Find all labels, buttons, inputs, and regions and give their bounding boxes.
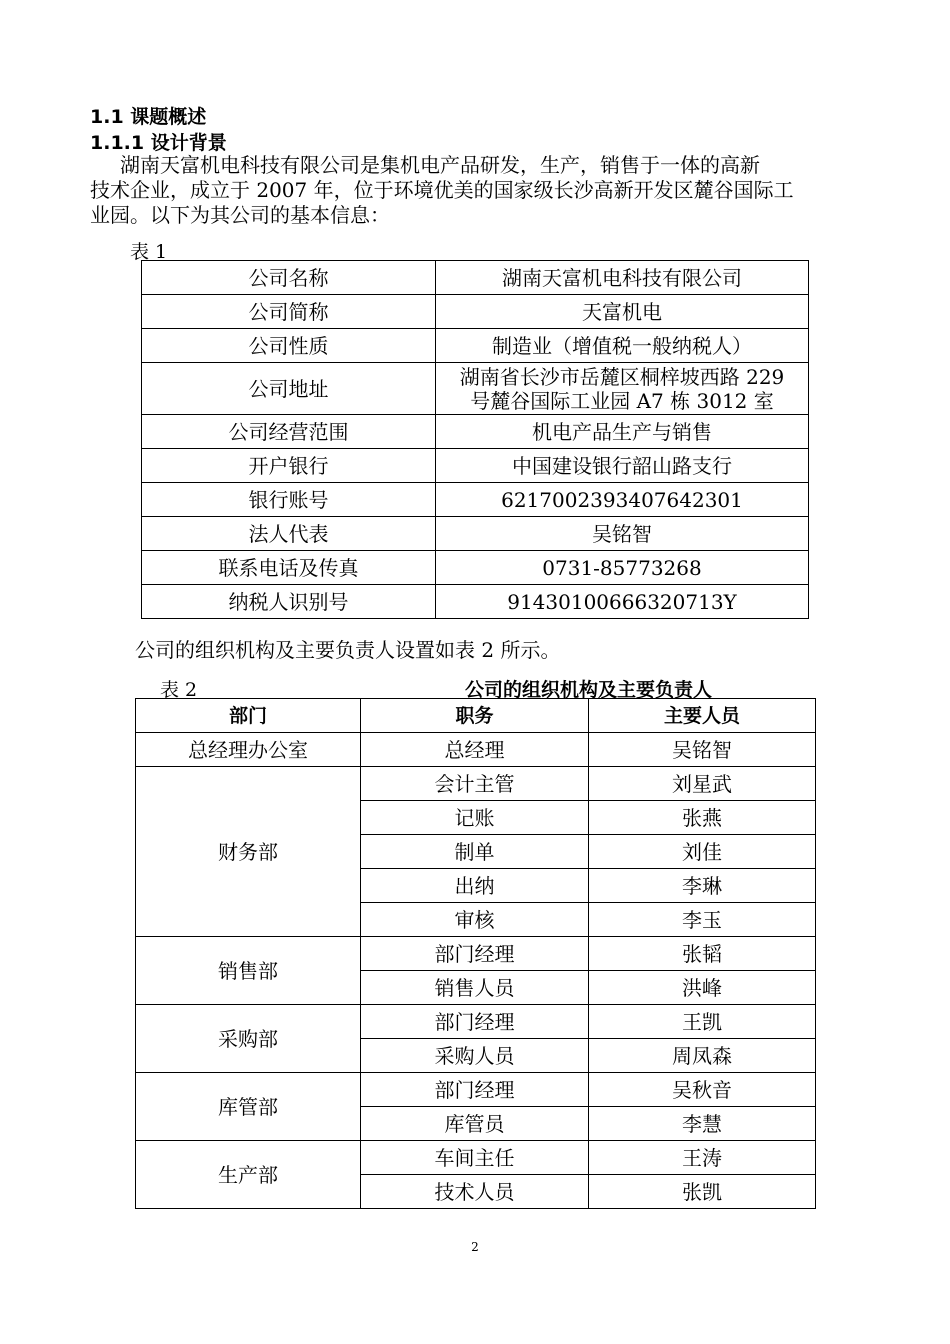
staff-cell: 王涛 — [589, 1141, 816, 1175]
position-cell: 审核 — [361, 903, 589, 937]
table-row — [136, 767, 816, 801]
table-row — [142, 415, 809, 449]
address-line: 湖南省长沙市岳麓区桐梓坡西路 229 — [459, 364, 785, 389]
staff-cell: 刘佳 — [589, 835, 816, 869]
subsection-heading: 1.1.1 设计背景 — [90, 132, 227, 154]
position-cell: 部门经理 — [361, 937, 589, 971]
table1-caption: 表 1 — [130, 241, 168, 263]
table-row — [142, 585, 809, 619]
field-value: 制造业（增值税一般纳税人） — [436, 329, 809, 363]
field-value: 91430100666320713Y — [436, 585, 809, 619]
field-label: 公司性质 — [142, 329, 436, 363]
staff-cell: 吴铭智 — [589, 733, 816, 767]
staff-cell: 王凯 — [589, 1005, 816, 1039]
column-header-position: 职务 — [361, 699, 589, 733]
staff-cell: 吴秋音 — [589, 1073, 816, 1107]
column-header-staff: 主要人员 — [589, 699, 816, 733]
page-number: 2 — [471, 1240, 479, 1254]
field-value: 0731-85773268 — [436, 551, 809, 585]
company-info-table — [141, 260, 809, 619]
table-row — [142, 295, 809, 329]
staff-cell: 周凤森 — [589, 1039, 816, 1073]
field-label: 纳税人识别号 — [142, 585, 436, 619]
field-label: 公司地址 — [142, 363, 436, 415]
table-row — [142, 363, 809, 415]
staff-cell: 张韬 — [589, 937, 816, 971]
table-row — [142, 261, 809, 295]
address-line: 号麓谷国际工业园 A7 栋 3012 室 — [470, 388, 774, 413]
table-row — [136, 1141, 816, 1175]
table-row — [136, 937, 816, 971]
department-cell: 销售部 — [136, 937, 361, 1005]
department-cell: 采购部 — [136, 1005, 361, 1073]
department-cell: 财务部 — [136, 767, 361, 937]
table-row — [136, 1073, 816, 1107]
table-row — [136, 1005, 816, 1039]
field-label: 公司经营范围 — [142, 415, 436, 449]
staff-cell: 张凯 — [589, 1175, 816, 1209]
position-cell: 记账 — [361, 801, 589, 835]
position-cell: 销售人员 — [361, 971, 589, 1005]
intro-paragraph — [90, 153, 870, 228]
field-label: 法人代表 — [142, 517, 436, 551]
field-label: 公司简称 — [142, 295, 436, 329]
position-cell: 总经理 — [361, 733, 589, 767]
field-value: 6217002393407642301 — [436, 483, 809, 517]
position-cell: 部门经理 — [361, 1005, 589, 1039]
field-value: 湖南天富机电科技有限公司 — [436, 261, 809, 295]
field-value: 中国建设银行韶山路支行 — [436, 449, 809, 483]
section-heading: 1.1 课题概述 — [90, 106, 207, 128]
field-label: 联系电话及传真 — [142, 551, 436, 585]
field-value: 机电产品生产与销售 — [436, 415, 809, 449]
table-row — [142, 483, 809, 517]
table-row — [142, 449, 809, 483]
intro-line: 湖南天富机电科技有限公司是集机电产品研发，生产，销售于一体的高新 — [120, 153, 760, 177]
staff-cell: 刘星武 — [589, 767, 816, 801]
staff-cell: 李慧 — [589, 1107, 816, 1141]
position-cell: 会计主管 — [361, 767, 589, 801]
table2-caption: 表 2 — [160, 679, 198, 701]
position-cell: 部门经理 — [361, 1073, 589, 1107]
department-cell: 库管部 — [136, 1073, 361, 1141]
field-label: 银行账号 — [142, 483, 436, 517]
intro-line: 技术企业，成立于 2007 年，位于环境优美的国家级长沙高新开发区麓谷国际工 — [90, 178, 794, 202]
staff-cell: 张燕 — [589, 801, 816, 835]
table-header-row — [136, 699, 816, 733]
field-label: 公司名称 — [142, 261, 436, 295]
table2-title: 公司的组织机构及主要负责人 — [465, 679, 713, 701]
table-row — [142, 517, 809, 551]
staff-cell: 李玉 — [589, 903, 816, 937]
position-cell: 技术人员 — [361, 1175, 589, 1209]
field-label: 开户银行 — [142, 449, 436, 483]
table-row — [142, 329, 809, 363]
staff-cell: 李琳 — [589, 869, 816, 903]
org-structure-table — [135, 698, 816, 1209]
department-cell: 生产部 — [136, 1141, 361, 1209]
position-cell: 库管员 — [361, 1107, 589, 1141]
department-cell: 总经理办公室 — [136, 733, 361, 767]
org-intro-text: 公司的组织机构及主要负责人设置如表 2 所示。 — [135, 638, 561, 662]
table-row — [136, 733, 816, 767]
position-cell: 出纳 — [361, 869, 589, 903]
intro-line: 业园。以下为其公司的基本信息： — [90, 203, 390, 227]
table-row — [142, 551, 809, 585]
position-cell: 采购人员 — [361, 1039, 589, 1073]
field-value — [436, 363, 809, 415]
position-cell: 车间主任 — [361, 1141, 589, 1175]
position-cell: 制单 — [361, 835, 589, 869]
field-value: 天富机电 — [436, 295, 809, 329]
column-header-department: 部门 — [136, 699, 361, 733]
staff-cell: 洪峰 — [589, 971, 816, 1005]
field-value: 吴铭智 — [436, 517, 809, 551]
